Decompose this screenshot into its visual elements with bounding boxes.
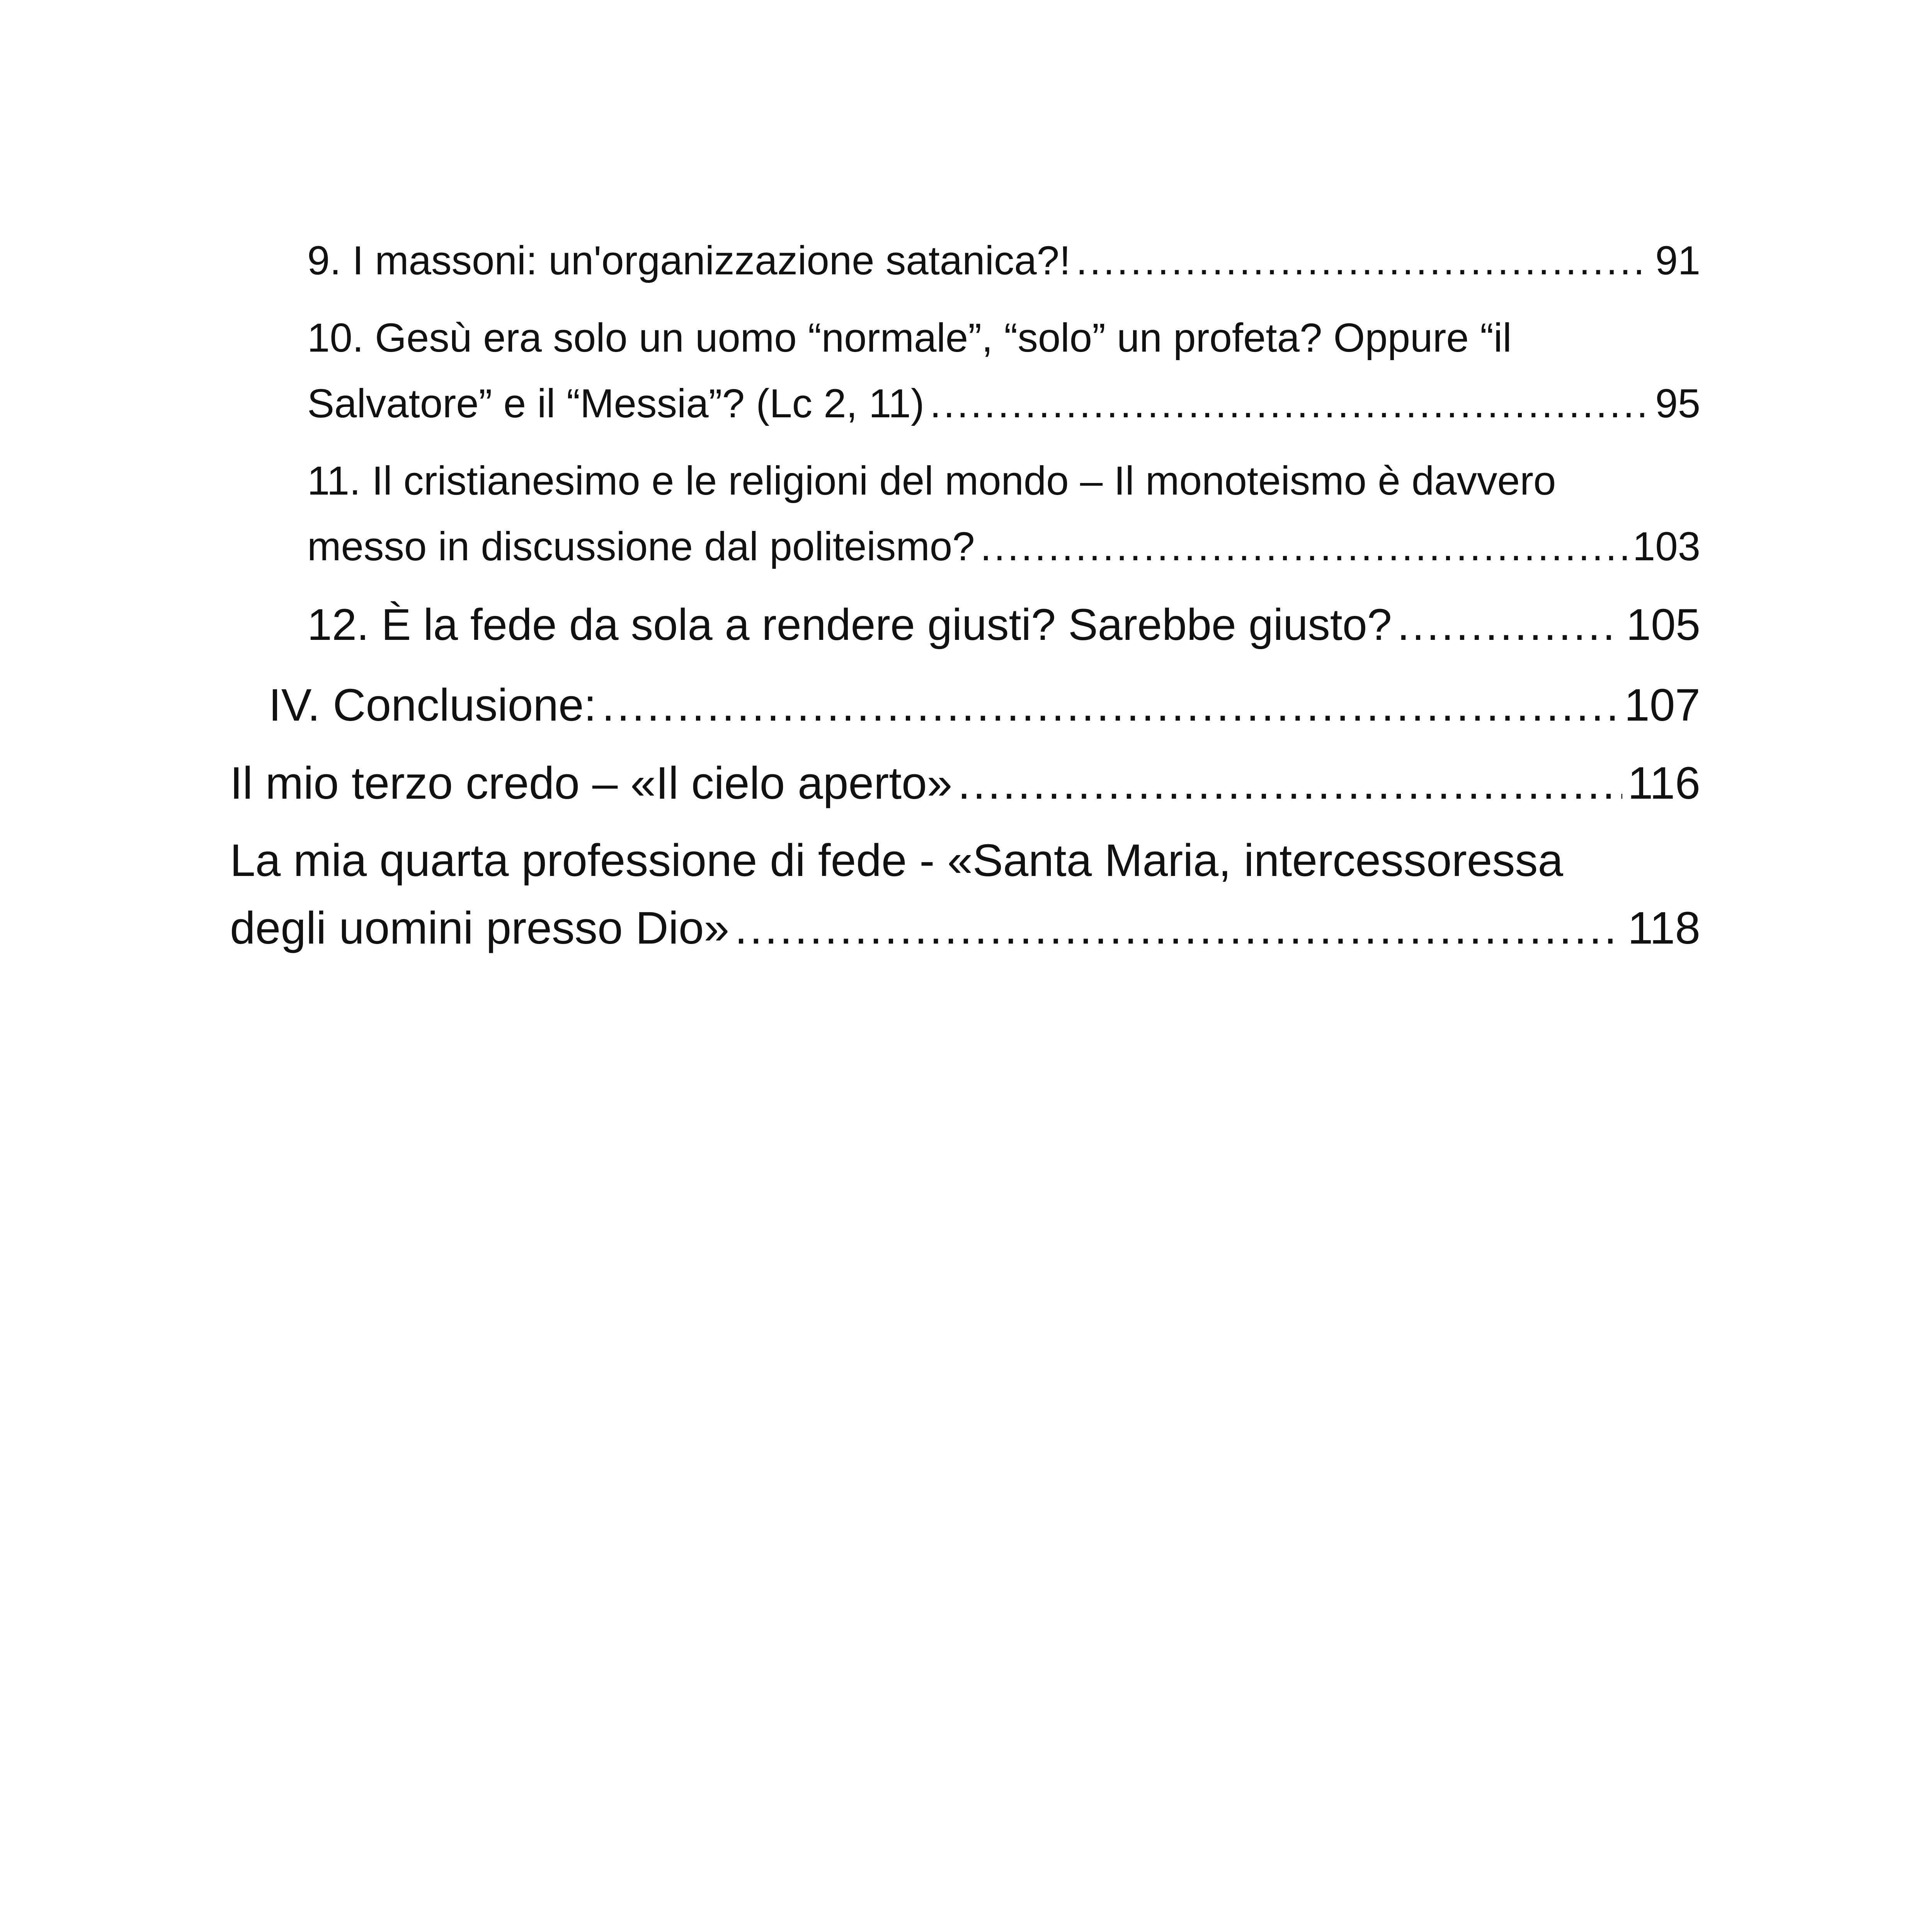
toc-line <box>307 514 1700 580</box>
dot-leader <box>930 371 1650 437</box>
toc-page-number: 95 <box>1655 381 1700 426</box>
dot-leader <box>1076 228 1650 294</box>
toc-page-number: 107 <box>1624 680 1700 731</box>
toc-entry-conclusione[interactable] <box>230 670 1700 740</box>
toc-entry-title: 12. È la fede da sola a rendere giusti? Sarebbe giusto? <box>307 600 1392 650</box>
table-of-contents <box>230 228 1700 972</box>
toc-page-number: 116 <box>1627 758 1700 809</box>
dot-leader <box>980 514 1627 580</box>
toc-entry-9[interactable] <box>230 228 1700 294</box>
toc-entry-terzo-credo[interactable] <box>230 750 1700 817</box>
toc-page-number: 103 <box>1632 524 1700 569</box>
toc-entry-title-line: 11. Il cristianesimo e le religioni del mondo – Il monoteismo è davvero <box>307 458 1556 503</box>
toc-entry-title: degli uomini presso Dio» <box>230 903 730 954</box>
toc-entry-title-line: 10. Gesù era solo un uomo “normale”, “solo” un profeta? Oppure “il <box>307 315 1512 361</box>
toc-entry-11[interactable] <box>230 448 1700 580</box>
dot-leader <box>735 895 1622 962</box>
toc-entry-title: IV. Conclusione: <box>269 680 597 731</box>
toc-entry-title: Il mio terzo credo – «Il cielo aperto» <box>230 758 953 809</box>
toc-entry-title-line: La mia quarta professione di fede - «Santa Maria, intercessoressa <box>230 835 1564 886</box>
toc-line <box>230 895 1700 962</box>
dot-leader <box>958 750 1622 817</box>
dot-leader <box>1397 591 1621 659</box>
toc-line <box>307 591 1700 659</box>
toc-entry-title: 9. I massoni: un'organizzazione satanica?! <box>307 238 1071 283</box>
toc-line <box>269 670 1700 740</box>
toc-entry-quarta-professione[interactable] <box>230 827 1700 962</box>
toc-entry-title: Salvatore” e il “Messia”? (Lc 2, 11) <box>307 381 924 426</box>
toc-line <box>230 750 1700 817</box>
dot-leader <box>602 670 1619 740</box>
toc-line <box>307 371 1700 437</box>
toc-page-number: 91 <box>1655 238 1700 283</box>
toc-line <box>307 228 1700 294</box>
toc-page-number: 105 <box>1626 600 1700 650</box>
toc-entry-10[interactable] <box>230 305 1700 437</box>
toc-entry-12[interactable] <box>230 591 1700 659</box>
toc-page-number: 118 <box>1627 903 1700 954</box>
toc-entry-title: messo in discussione dal politeismo? <box>307 524 975 569</box>
